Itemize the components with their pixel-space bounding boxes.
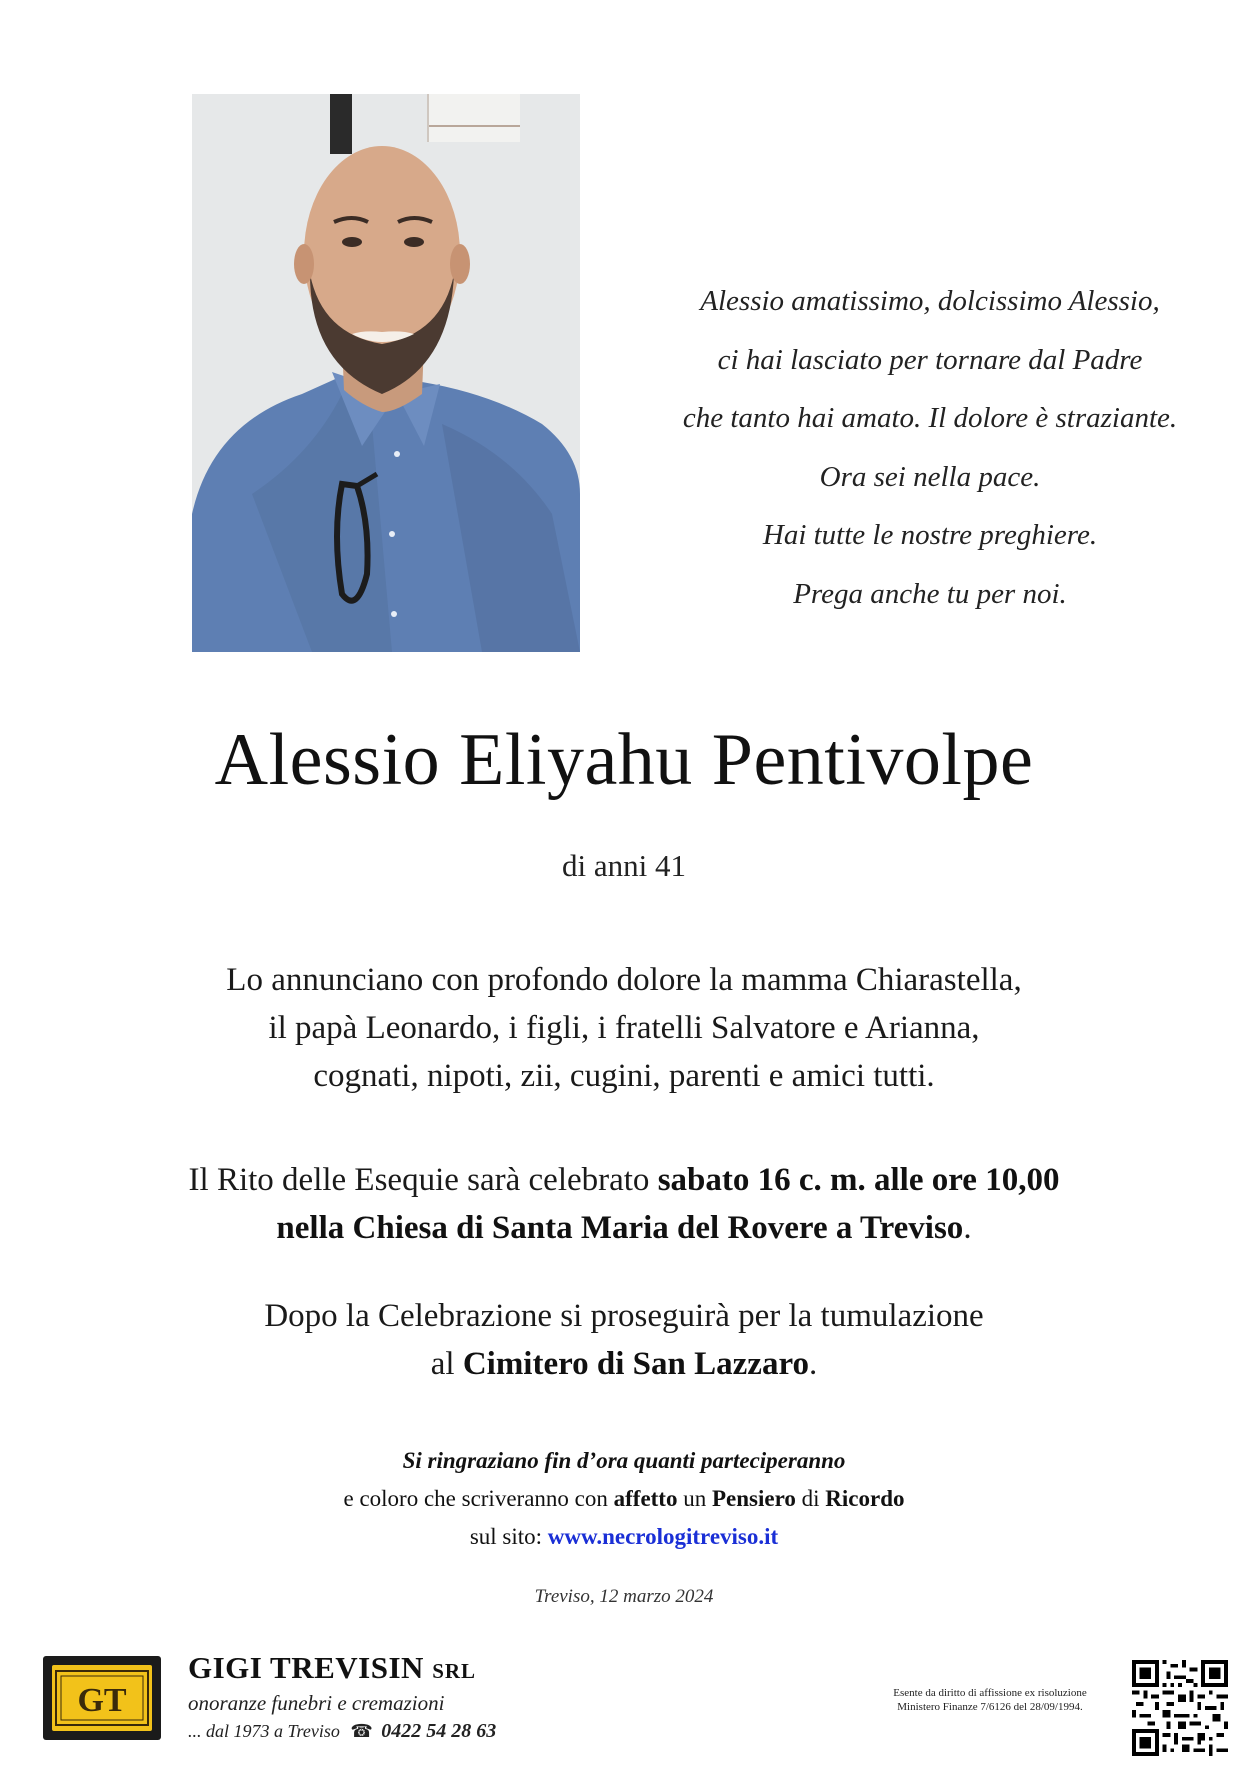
burial-suffix: . xyxy=(809,1346,818,1382)
burial-line: Dopo la Celebrazione si proseguirà per la tumulazione xyxy=(264,1298,984,1334)
announcement-line: Lo annunciano con profondo dolore la mamma Chiarastella, xyxy=(226,962,1022,998)
announcement-line: il papà Leonardo, i figli, i fratelli Salvatore e Arianna, xyxy=(268,1010,980,1046)
verse-line: Prega anche tu per noi. xyxy=(793,577,1067,610)
since-text: ... dal 1973 a Treviso xyxy=(188,1721,340,1741)
verse-line: Ora sei nella pace. xyxy=(819,460,1041,493)
rite-suffix: . xyxy=(963,1210,972,1246)
verse-line: ci hai lasciato per tornare dal Padre xyxy=(717,343,1143,376)
burial-cemetery: Cimitero di San Lazzaro xyxy=(462,1346,809,1382)
exempt-line: Ministero Finanze 7/6126 del 28/09/1994. xyxy=(897,1701,1083,1713)
verse-line: Hai tutte le nostre preghiere. xyxy=(762,519,1098,551)
exemption-note xyxy=(860,1686,1120,1714)
rite-prefix: Il Rito delle Esequie sarà celebrato xyxy=(188,1162,658,1198)
thanks-line: Si ringraziano fin d’ora quanti parteciperanno xyxy=(402,1448,846,1473)
thanks-site-prefix: sul sito: xyxy=(469,1524,548,1549)
memorial-verse xyxy=(640,272,1220,623)
company-tagline: onoranze funebri e cremazioni xyxy=(188,1691,445,1715)
exempt-line: Esente da diritto di affissione ex risoluzione xyxy=(893,1687,1087,1699)
thanks-text: e coloro che scriveranno con xyxy=(343,1486,614,1511)
deceased-name: Alessio Eliyahu Pentivolpe xyxy=(214,719,1034,801)
thanks-ricordo: Ricordo xyxy=(825,1486,905,1511)
logo-emblem-icon xyxy=(52,1665,152,1731)
company-logo xyxy=(43,1656,161,1740)
burial-prefix: al xyxy=(430,1346,463,1382)
qr-code[interactable] xyxy=(1132,1660,1228,1756)
thanks-text: di xyxy=(795,1486,826,1511)
website-link[interactable]: www.necrologitreviso.it xyxy=(547,1524,779,1549)
rite-when: sabato 16 c. m. alle ore 10,00 xyxy=(657,1162,1060,1198)
deceased-photo xyxy=(192,94,580,652)
rite-where: nella Chiesa di Santa Maria del Rovere a Treviso xyxy=(276,1210,964,1246)
phone-icon: ☎ xyxy=(350,1721,373,1741)
phone-number[interactable]: 0422 54 28 63 xyxy=(381,1720,497,1742)
company-since xyxy=(188,1720,496,1743)
funeral-rite-paragraph xyxy=(0,1156,1248,1252)
company-name xyxy=(188,1650,476,1686)
thanks-paragraph xyxy=(0,1442,1248,1556)
verse-line: Alessio amatissimo, dolcissimo Alessio, xyxy=(700,285,1160,317)
thanks-text: un xyxy=(677,1486,712,1511)
verse-line: che tanto hai amato. Il dolore è straziante. xyxy=(682,402,1178,434)
place-date: Treviso, 12 marzo 2024 xyxy=(534,1586,714,1607)
announcement-paragraph xyxy=(0,956,1248,1100)
burial-paragraph xyxy=(0,1292,1248,1388)
thanks-pensiero: Pensiero xyxy=(711,1486,796,1511)
company-name-text: GIGI TREVISIN xyxy=(188,1650,424,1685)
svg-text:GT: GT xyxy=(77,1682,127,1719)
company-suffix: SRL xyxy=(432,1659,477,1683)
deceased-age: di anni 41 xyxy=(562,848,686,883)
thanks-affetto: affetto xyxy=(613,1486,678,1511)
announcement-line: cognati, nipoti, zii, cugini, parenti e amici tutti. xyxy=(313,1058,935,1094)
